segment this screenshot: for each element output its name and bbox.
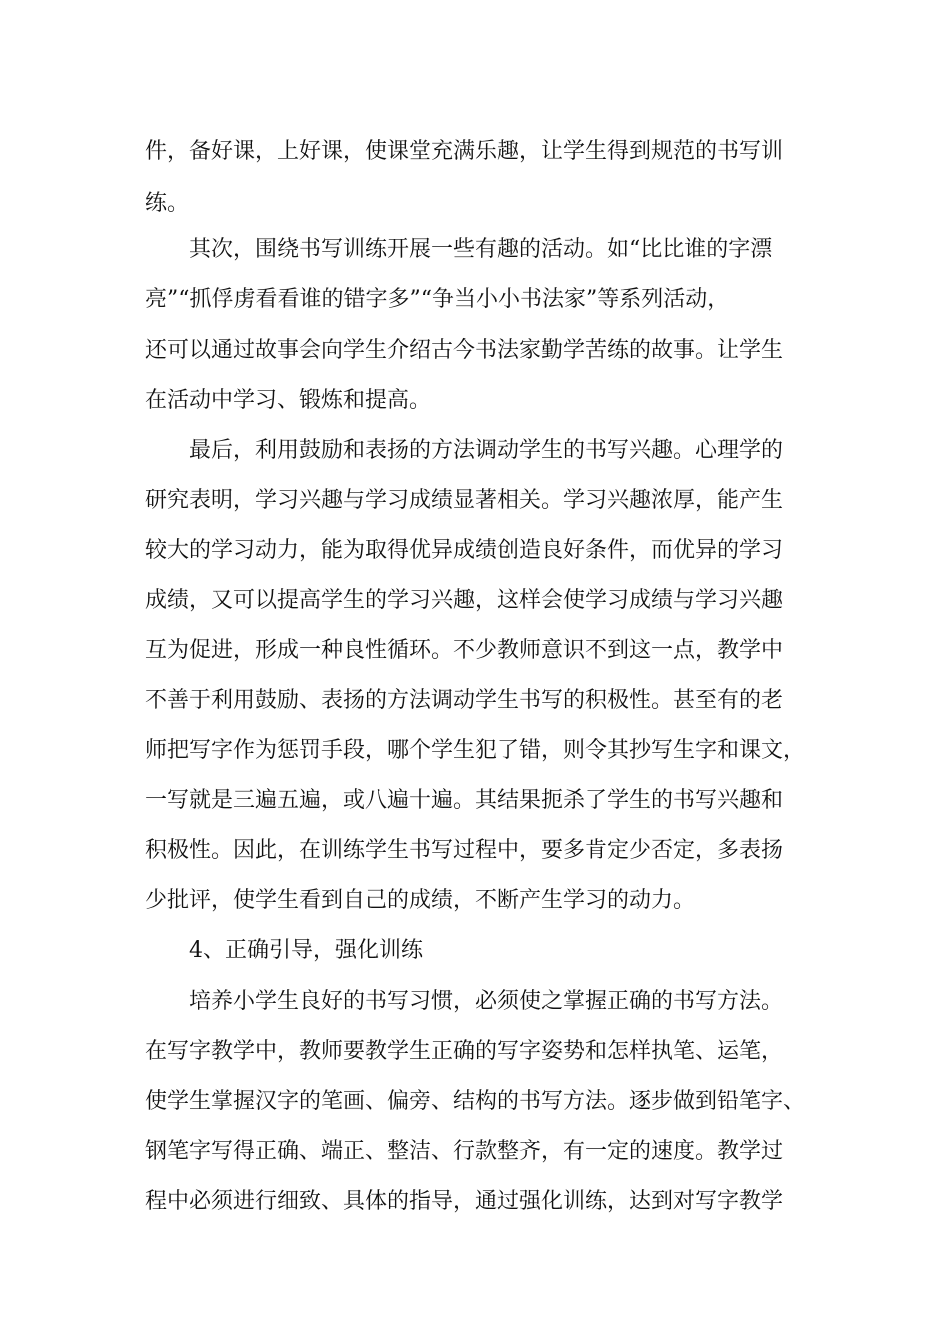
section-heading bbox=[0, 936, 950, 966]
text-line bbox=[0, 137, 950, 167]
text-line bbox=[0, 636, 950, 666]
text-line bbox=[0, 189, 950, 219]
text-line bbox=[0, 235, 950, 265]
text-line bbox=[0, 886, 950, 916]
text-line bbox=[0, 285, 950, 315]
text-line bbox=[0, 1187, 950, 1217]
line-text: 练。 bbox=[145, 191, 190, 216]
line-text: 亮”“抓俘虏看看谁的错字多”“争当小小书法家”等系列活动， bbox=[145, 287, 730, 312]
text-line bbox=[0, 987, 950, 1017]
heading-text: 4、正确引导，强化训练 bbox=[189, 938, 423, 963]
line-text: 研究表明，学习兴趣与学习成绩显著相关。学习兴趣浓厚，能产生 bbox=[145, 488, 784, 513]
text-line bbox=[0, 486, 950, 516]
line-text: 积极性。因此，在训练学生书写过程中，要多肯定少否定，多表扬 bbox=[145, 838, 784, 863]
line-text: 一写就是三遍五遍，或八遍十遍。其结果扼杀了学生的书写兴趣和 bbox=[145, 788, 784, 813]
text-line bbox=[0, 1087, 950, 1117]
line-text: 使学生掌握汉字的笔画、偏旁、结构的书写方法。逐步做到铅笔字、 bbox=[145, 1089, 806, 1114]
line-text: 在活动中学习、锻炼和提高。 bbox=[145, 388, 432, 413]
text-line bbox=[0, 386, 950, 416]
text-line bbox=[0, 786, 950, 816]
line-text: 少批评，使学生看到自己的成绩，不断产生学习的动力。 bbox=[145, 888, 696, 913]
line-text: 培养小学生良好的书写习惯，必须使之掌握正确的书写方法。 bbox=[189, 989, 784, 1014]
text-line bbox=[0, 336, 950, 366]
line-text: 最后，利用鼓励和表扬的方法调动学生的书写兴趣。心理学的 bbox=[189, 438, 784, 463]
line-text: 件，备好课，上好课，使课堂充满乐趣，让学生得到规范的书写训 bbox=[145, 139, 784, 164]
line-text: 较大的学习动力，能为取得优异成绩创造良好条件，而优异的学习 bbox=[145, 538, 784, 563]
line-text: 程中必须进行细致、具体的指导，通过强化训练，达到对写字教学 bbox=[145, 1189, 784, 1214]
text-line bbox=[0, 1037, 950, 1067]
text-line bbox=[0, 686, 950, 716]
text-line bbox=[0, 736, 950, 766]
line-text: 在写字教学中，教师要教学生正确的写字姿势和怎样执笔、运笔， bbox=[145, 1039, 784, 1064]
line-text: 钢笔字写得正确、端正、整洁、行款整齐，有一定的速度。教学过 bbox=[145, 1139, 784, 1164]
line-text: 成绩，又可以提高学生的学习兴趣，这样会使学习成绩与学习兴趣 bbox=[145, 588, 784, 613]
line-text: 互为促进，形成一种良性循环。不少教师意识不到这一点，教学中 bbox=[145, 638, 784, 663]
text-line bbox=[0, 536, 950, 566]
line-text: 师把写字作为惩罚手段，哪个学生犯了错，则令其抄写生字和课文， bbox=[145, 738, 806, 763]
text-line bbox=[0, 436, 950, 466]
text-line bbox=[0, 586, 950, 616]
line-text: 不善于利用鼓励、表扬的方法调动学生书写的积极性。甚至有的老 bbox=[145, 688, 784, 713]
text-line bbox=[0, 1137, 950, 1167]
line-text: 其次，围绕书写训练开展一些有趣的活动。如“比比谁的字漂 bbox=[189, 237, 773, 262]
text-line bbox=[0, 836, 950, 866]
line-text: 还可以通过故事会向学生介绍古今书法家勤学苦练的故事。让学生 bbox=[145, 338, 784, 363]
